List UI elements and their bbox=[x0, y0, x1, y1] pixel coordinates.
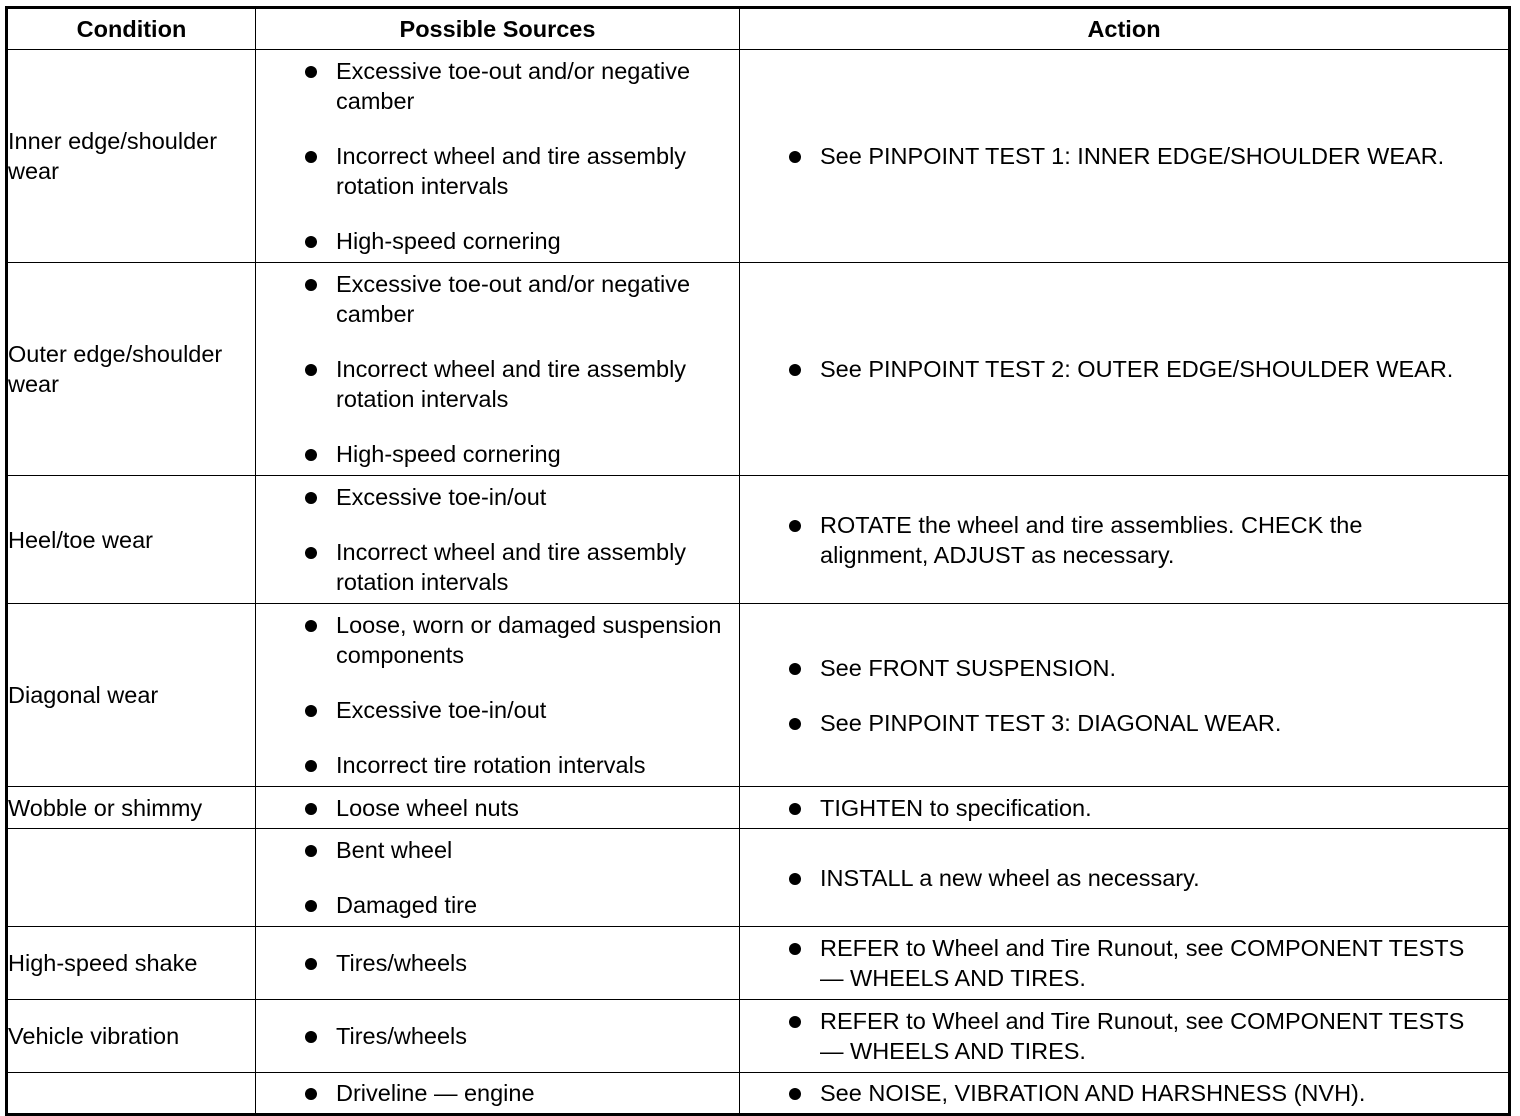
bullet-icon bbox=[789, 663, 801, 675]
bullet-icon bbox=[305, 900, 317, 912]
bullet-icon bbox=[305, 705, 317, 717]
bullet-icon bbox=[789, 520, 801, 532]
table-row bbox=[7, 1073, 1510, 1115]
bullet-icon bbox=[789, 718, 801, 730]
bullet-icon bbox=[305, 492, 317, 504]
source-item: Excessive toe-out and/or negative camber bbox=[256, 56, 739, 116]
bullet-icon bbox=[789, 151, 801, 163]
source-item: Excessive toe-in/out bbox=[256, 482, 739, 512]
bullet-icon bbox=[305, 66, 317, 78]
bullet-icon bbox=[789, 943, 801, 955]
bullet-icon bbox=[789, 873, 801, 885]
action-cell bbox=[740, 787, 1510, 829]
action-cell bbox=[740, 1073, 1510, 1115]
source-item: Incorrect wheel and tire assembly rotation intervals bbox=[256, 537, 739, 597]
source-item: Incorrect wheel and tire assembly rotation intervals bbox=[256, 141, 739, 201]
source-item: High-speed cornering bbox=[256, 439, 739, 469]
table-row bbox=[7, 787, 1510, 829]
action-cell bbox=[740, 927, 1510, 1000]
bullet-icon bbox=[305, 279, 317, 291]
table-row bbox=[7, 927, 1510, 1000]
sources-cell bbox=[256, 476, 740, 604]
table-row bbox=[7, 829, 1510, 927]
action-item: See FRONT SUSPENSION. bbox=[740, 653, 1508, 683]
action-item: TIGHTEN to specification. bbox=[740, 793, 1508, 823]
bullet-icon bbox=[305, 803, 317, 815]
bullet-icon bbox=[305, 364, 317, 376]
source-item: Tires/wheels bbox=[256, 948, 739, 978]
bullet-icon bbox=[305, 151, 317, 163]
action-cell bbox=[740, 1000, 1510, 1073]
table-row bbox=[7, 50, 1510, 263]
sources-cell bbox=[256, 927, 740, 1000]
bullet-icon bbox=[789, 364, 801, 376]
action-cell bbox=[740, 829, 1510, 927]
source-item: Incorrect wheel and tire assembly rotation intervals bbox=[256, 354, 739, 414]
source-item: Loose wheel nuts bbox=[256, 793, 739, 823]
condition-cell: High-speed shake bbox=[7, 927, 256, 1000]
action-cell bbox=[740, 263, 1510, 476]
condition-cell: Vehicle vibration bbox=[7, 1000, 256, 1073]
condition-cell bbox=[7, 1073, 256, 1115]
bullet-icon bbox=[305, 449, 317, 461]
bullet-icon bbox=[305, 1088, 317, 1100]
action-cell bbox=[740, 50, 1510, 263]
bullet-icon bbox=[305, 236, 317, 248]
header-possible-sources: Possible Sources bbox=[256, 8, 740, 50]
sources-cell bbox=[256, 1000, 740, 1073]
diagnosis-table bbox=[5, 6, 1511, 1116]
source-item: Incorrect tire rotation intervals bbox=[256, 750, 739, 780]
action-item: REFER to Wheel and Tire Runout, see COMPONENT TESTS — WHEELS AND TIRES. bbox=[740, 1006, 1508, 1066]
bullet-icon bbox=[305, 547, 317, 559]
action-item: See NOISE, VIBRATION AND HARSHNESS (NVH). bbox=[740, 1078, 1508, 1108]
sources-cell bbox=[256, 50, 740, 263]
source-item: Tires/wheels bbox=[256, 1021, 739, 1051]
action-cell bbox=[740, 604, 1510, 787]
sources-cell bbox=[256, 787, 740, 829]
action-item: INSTALL a new wheel as necessary. bbox=[740, 863, 1508, 893]
condition-cell: Diagonal wear bbox=[7, 604, 256, 787]
condition-cell bbox=[7, 829, 256, 927]
action-item: ROTATE the wheel and tire assemblies. CHECK the alignment, ADJUST as necessary. bbox=[740, 510, 1508, 570]
sources-cell bbox=[256, 829, 740, 927]
source-item: Bent wheel bbox=[256, 835, 739, 865]
bullet-icon bbox=[305, 845, 317, 857]
bullet-icon bbox=[305, 760, 317, 772]
table-body bbox=[7, 50, 1510, 1115]
condition-cell: Heel/toe wear bbox=[7, 476, 256, 604]
condition-cell: Inner edge/shoulder wear bbox=[7, 50, 256, 263]
table-row bbox=[7, 476, 1510, 604]
sources-cell bbox=[256, 263, 740, 476]
bullet-icon bbox=[305, 1031, 317, 1043]
sources-cell bbox=[256, 1073, 740, 1115]
condition-cell: Wobble or shimmy bbox=[7, 787, 256, 829]
bullet-icon bbox=[305, 958, 317, 970]
bullet-icon bbox=[789, 1016, 801, 1028]
source-item: Excessive toe-in/out bbox=[256, 695, 739, 725]
bullet-icon bbox=[789, 1088, 801, 1100]
source-item: Excessive toe-out and/or negative camber bbox=[256, 269, 739, 329]
condition-cell: Outer edge/shoulder wear bbox=[7, 263, 256, 476]
bullet-icon bbox=[789, 803, 801, 815]
sources-cell bbox=[256, 604, 740, 787]
action-item: See PINPOINT TEST 3: DIAGONAL WEAR. bbox=[740, 708, 1508, 738]
bullet-icon bbox=[305, 620, 317, 632]
header-condition: Condition bbox=[7, 8, 256, 50]
table-row bbox=[7, 263, 1510, 476]
header-row bbox=[7, 8, 1510, 50]
source-item: High-speed cornering bbox=[256, 226, 739, 256]
table-row bbox=[7, 604, 1510, 787]
action-item: See PINPOINT TEST 1: INNER EDGE/SHOULDER WEAR. bbox=[740, 141, 1508, 171]
action-item: See PINPOINT TEST 2: OUTER EDGE/SHOULDER WEAR. bbox=[740, 354, 1508, 384]
source-item: Driveline — engine bbox=[256, 1078, 739, 1108]
action-item: REFER to Wheel and Tire Runout, see COMPONENT TESTS — WHEELS AND TIRES. bbox=[740, 933, 1508, 993]
header-action: Action bbox=[740, 8, 1510, 50]
source-item: Loose, worn or damaged suspension components bbox=[256, 610, 739, 670]
action-cell bbox=[740, 476, 1510, 604]
table-row bbox=[7, 1000, 1510, 1073]
source-item: Damaged tire bbox=[256, 890, 739, 920]
